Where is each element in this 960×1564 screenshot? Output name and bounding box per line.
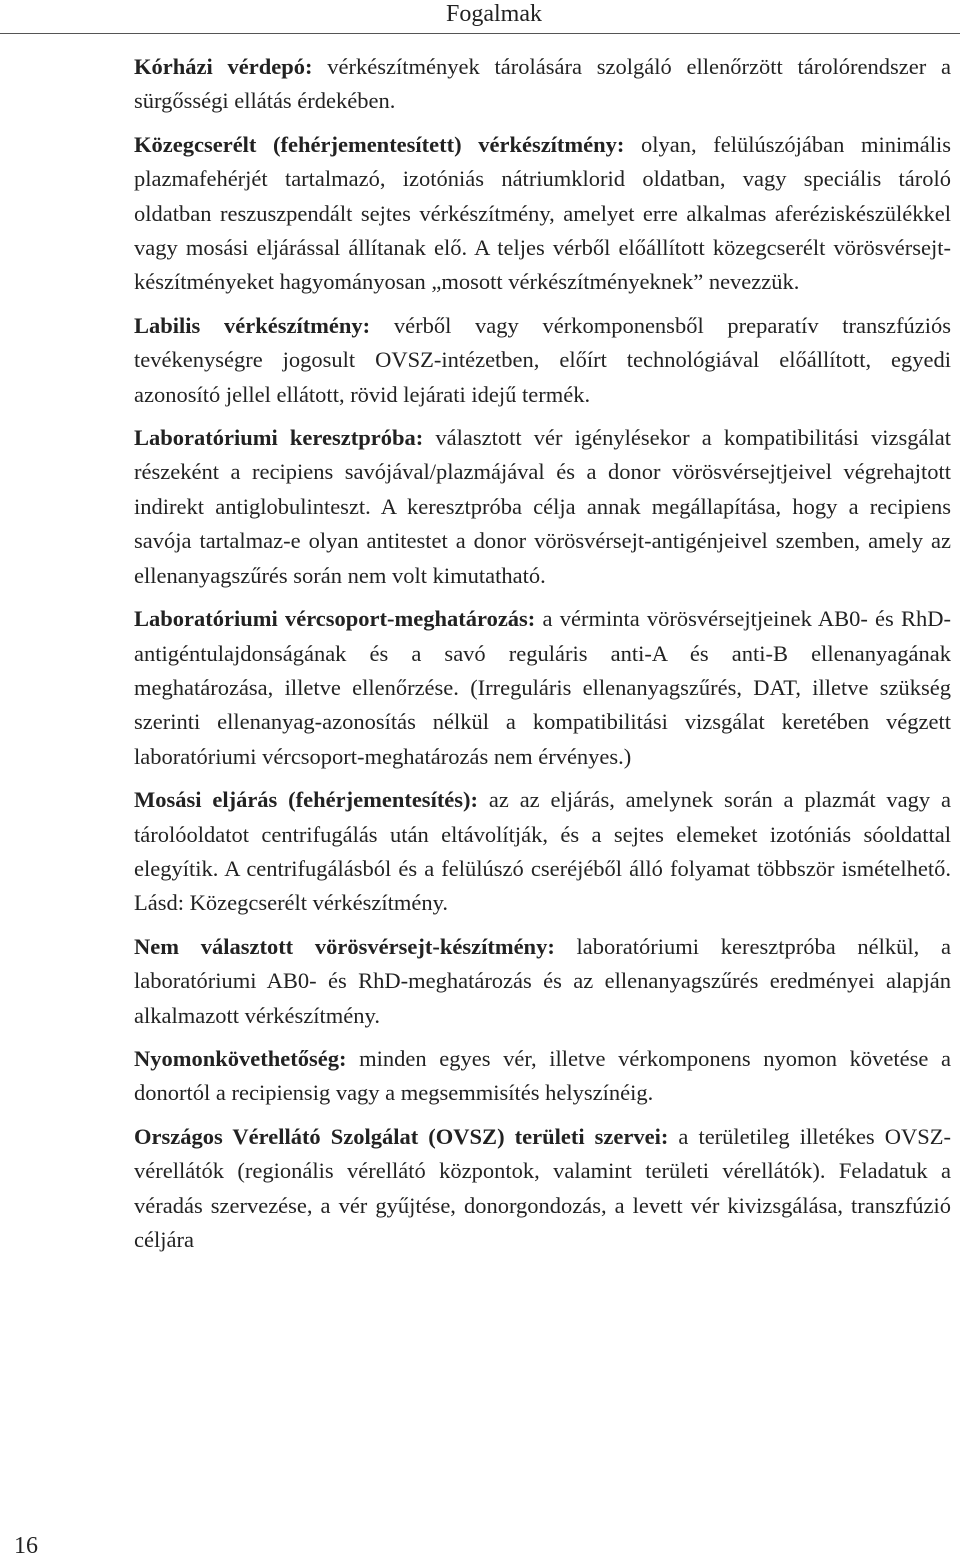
glossary-entry-ovsz-teruleti-szervei xyxy=(134,1120,951,1258)
glossary-entry-mosasi-eljaras xyxy=(134,783,951,921)
glossary-definition: olyan, felülúszójában minimális plazmafehérjét tartalmazó, izotóniás nátriumklorid oldatban, vagy speciális tároló oldatban reszuszpendált sejtes vérkészítmény, amelyet erre alkalmas aferéziskészülékkel vagy mosási eljárással állítanak elő. A teljes vérből előállított közegcserélt vörösvérsejt-készítményeket hagyományosan „mosott vérkészítményeknek” nevezzük. xyxy=(134,131,951,295)
glossary-definition: a vérminta vörösvérsejtjeinek AB0- és RhD-antigéntulajdonságának és a savó reguláris anti-A és anti-B ellenanyagának meghatározása, illetve ellenőrzése. (Irreguláris ellenanyagszűrés, DAT, illetve szükség szerinti ellenanyag-azonosítás nélkül a kompatibilitási vizsgálat keretében végzett laboratóriumi vércsoport-meghatározás nem érvényes.) xyxy=(134,606,952,769)
glossary-definition: az az eljárás, amelynek során a plazmát vagy a tárolóoldatot centrifugálás után eltávolítják, és a sejtes elemeket izotóniás sóoldattal elegyítik. A centrifugálásból és a felülúszó cseréjéből álló folyamat többször ismételhető. Lásd: Közegcserélt vérkészítmény. xyxy=(134,787,951,916)
glossary-entry-nyomonkovethetoseg xyxy=(134,1042,951,1111)
glossary-definition: laboratóriumi keresztpróba nélkül, a laboratóriumi AB0- és RhD-meghatározás és az ellenanyagszűrés eredményei alapján alkalmazott vérkészítmény. xyxy=(134,933,951,1028)
running-header: Fogalmak xyxy=(446,1,542,27)
glossary-term: Országos Vérellátó Szolgálat (OVSZ) területi szervei: xyxy=(134,1123,669,1149)
glossary-term: Mosási eljárás (fehérjementesítés): xyxy=(134,787,479,813)
glossary-term: Laboratóriumi keresztpróba: xyxy=(134,425,424,451)
glossary-term: Kórházi vérdepó: xyxy=(134,54,313,79)
page-number: 16 xyxy=(14,1533,38,1559)
header-rule xyxy=(0,33,960,34)
glossary-term: Laboratóriumi vércsoport-meghatározás: xyxy=(134,606,536,632)
glossary-definition: a területileg illetékes OVSZ-vérellátók (regionális vérellátó központok, valamint területi vérellátók). Feladatuk a véradás szervezése, a vér gyűjtése, donorgondozás, a levett vér kivizsgálása, transzfúzió céljára xyxy=(134,1123,951,1252)
glossary-term: Nyomonkövethetőség: xyxy=(134,1045,347,1071)
glossary-term: Nem választott vörösvérsejt-készítmény: xyxy=(134,933,555,959)
glossary-entry-nem-valasztott-vorosversejt-keszitmeny xyxy=(134,930,951,1033)
glossary-entry-laboratoriumi-vercsoport-meghatarozas xyxy=(134,602,951,774)
glossary-term: Közegcserélt (fehérjementesített) vérkészítmény: xyxy=(134,131,625,157)
glossary-entry-labilis-verkeszitmeny xyxy=(134,309,951,412)
glossary-entry-kozegcserelt-verkeszitmeny xyxy=(134,128,951,300)
glossary-entry-laboratoriumi-keresztproba xyxy=(134,421,951,593)
glossary-definition: vérkészítmények tárolására szolgáló ellenőrzött tárolórendszer a sürgősségi ellátás érdekében. xyxy=(134,54,952,114)
glossary-term: Labilis vérkészítmény: xyxy=(134,312,371,338)
glossary-definition: választott vér igénylésekor a kompatibilitási vizsgálat részeként a recipiens savójával/plazmájával és a donor vörösvérsejtjeivel végrehajtott indirekt antiglobulinteszt. A keresztpróba célja annak megállapítása, hogy a recipiens savója tartalmaz-e olyan antitestet a donor vörösvérsejt-antigénjeivel szemben, amely az ellenanyagszűrés során nem volt kimutatható. xyxy=(134,425,951,588)
glossary-definition: vérből vagy vérkomponensből preparatív transzfúziós tevékenységre jogosult OVSZ-intézetben, előírt technológiával előállított, egyedi azonosító jellel ellátott, rövid lejárati idejű termék. xyxy=(134,312,951,407)
glossary-entry-korhazi-verdepo xyxy=(134,50,951,119)
glossary-definition: minden egyes vér, illetve vérkomponens nyomon követése a donortól a recipiensig vagy a megsemmisítés helyszínéig. xyxy=(134,1045,951,1106)
glossary-body xyxy=(134,50,951,1266)
